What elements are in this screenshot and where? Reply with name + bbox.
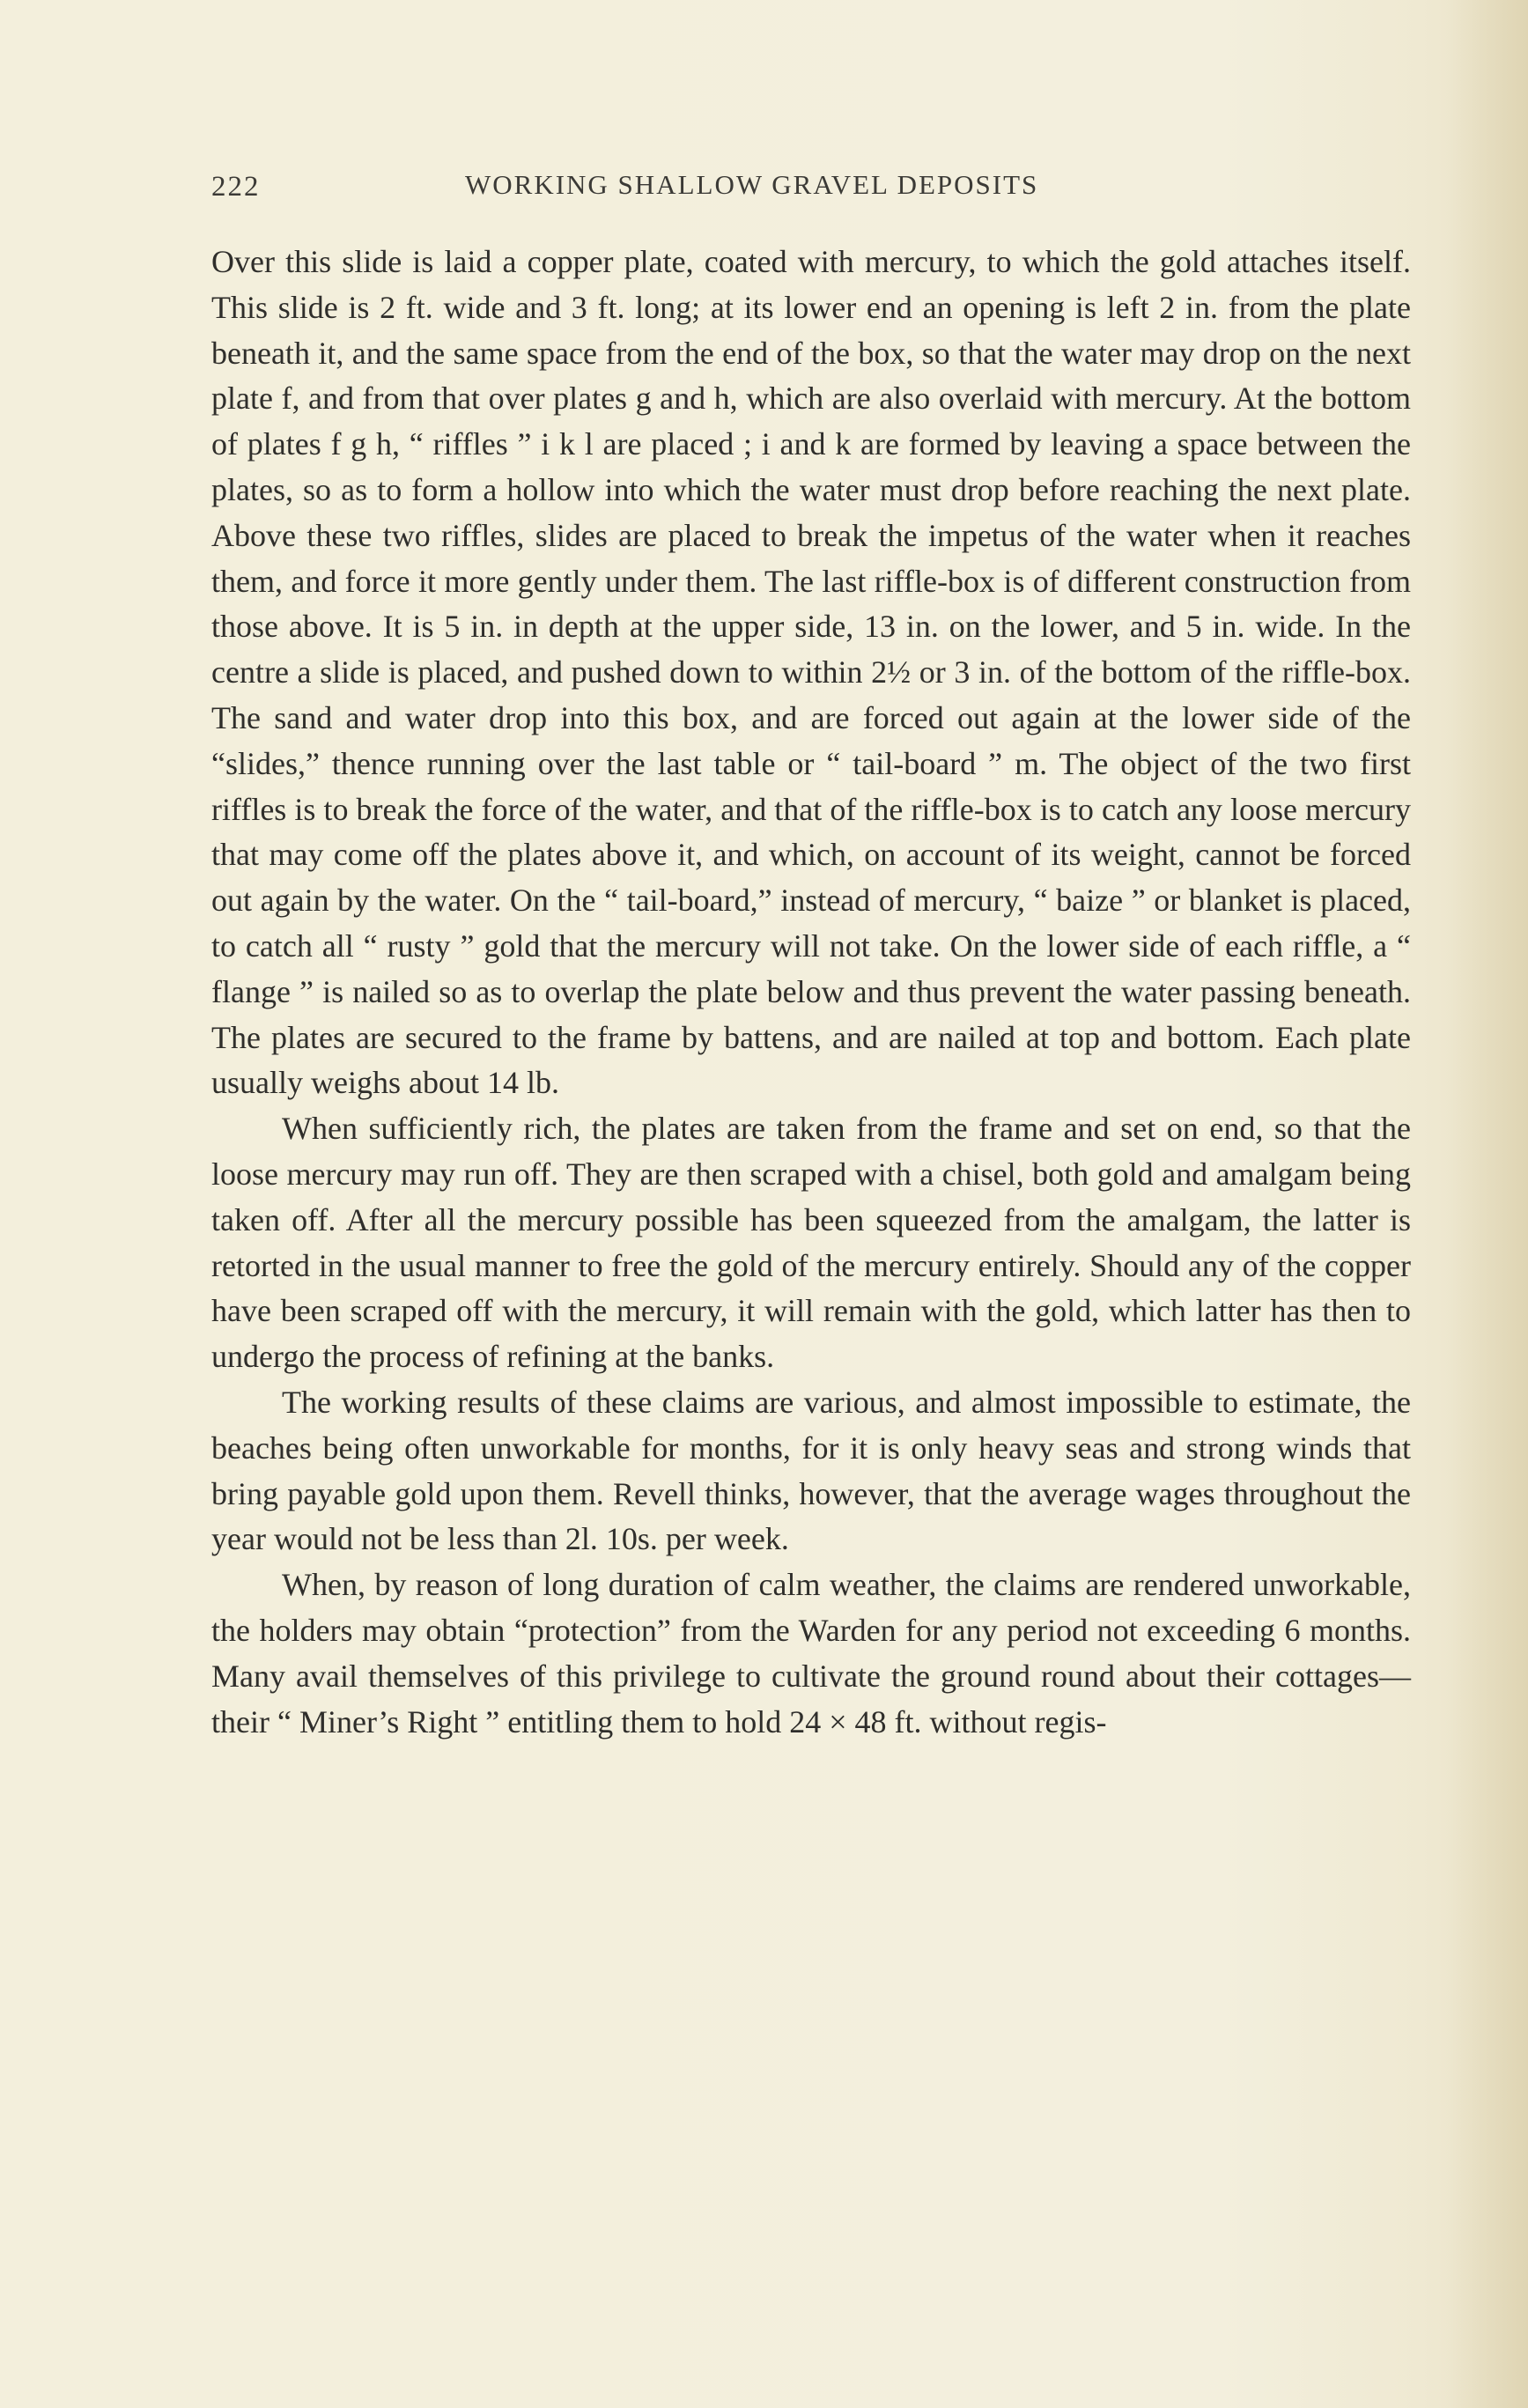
page-number: 222 <box>211 171 261 203</box>
paragraph-2: When sufficiently rich, the plates are taken from the frame and set on end, so that the loose mercury may run off. They are then scraped with a chisel, both gold and amalgam being taken off. After all the mercury possible has been squeezed from the amalgam, the latter is retorted in the usual manner to free the gold of the mercury entirely. Should any of the copper have been scraped off with the mercury, it will remain with the gold, which latter has then to undergo the process of refining at the banks. <box>211 1111 1411 1375</box>
page-header <box>211 166 1418 218</box>
page-edge-shadow <box>1449 0 1528 2408</box>
body-text <box>211 240 1411 1745</box>
running-title: WORKING SHALLOW GRAVEL DEPOSITS <box>465 169 1039 200</box>
paragraph-1: Over this slide is laid a copper plate, coated with mercury, to which the gold attaches itself. This slide is 2 ft. wide and 3 ft. long; at its lower end an opening is left 2 in. from the plate beneath it, and the same space from the end of the box, so that the water may drop on the next plate f, and from that over plates g and h, which are also overlaid with mercury. At the bottom of plates f g h, “ riffles ” i k l are placed ; i and k are formed by leaving a space between the plates, so as to form a hollow into which the water must drop before reaching the next plate. Above these two riffles, slides are placed to break the impetus of the water when it reaches them, and force it more gently under them. The last riffle-box is of different construction from those above. It is 5 in. in depth at the upper side, 13 in. on the lower, and 5 in. wide. In the centre a slide is placed, and pushed down to within 2½ or 3 in. of the bottom of the riffle-box. The sand and water drop into this box, and are forced out again at the lower side of the “slides,” thence running over the last table or “ tail-board ” m. The object of the two first riffles is to break the force of the water, and that of the riffle-box is to catch any loose mercury that may come off the plates above it, and which, on account of its weight, cannot be forced out again by the water. On the “ tail-board,” instead of mercury, “ baize ” or blanket is placed, to catch all “ rusty ” gold that the mercury will not take. On the lower side of each riffle, a “ flange ” is nailed so as to overlap the plate below and thus prevent the water passing beneath. The plates are secured to the frame by battens, and are nailed at top and bottom. Each plate usually weighs about 14 lb. <box>211 244 1411 1101</box>
paragraph-3: The working results of these claims are various, and almost impossible to estimate, the beaches being often unworkable for months, for it is only heavy seas and strong winds that bring payable gold upon them. Revell thinks, however, that the average wages throughout the year would not be less than 2l. 10s. per week. <box>211 1384 1411 1557</box>
paragraph-4: When, by reason of long duration of calm weather, the claims are rendered unworkable, the holders may obtain “protection” from the Warden for any period not exceeding 6 months. Many avail themselves of this privilege to cultivate the ground round about their cottages—their “ Miner’s Right ” entitling them to hold 24 × 48 ft. without regis- <box>211 1567 1411 1740</box>
